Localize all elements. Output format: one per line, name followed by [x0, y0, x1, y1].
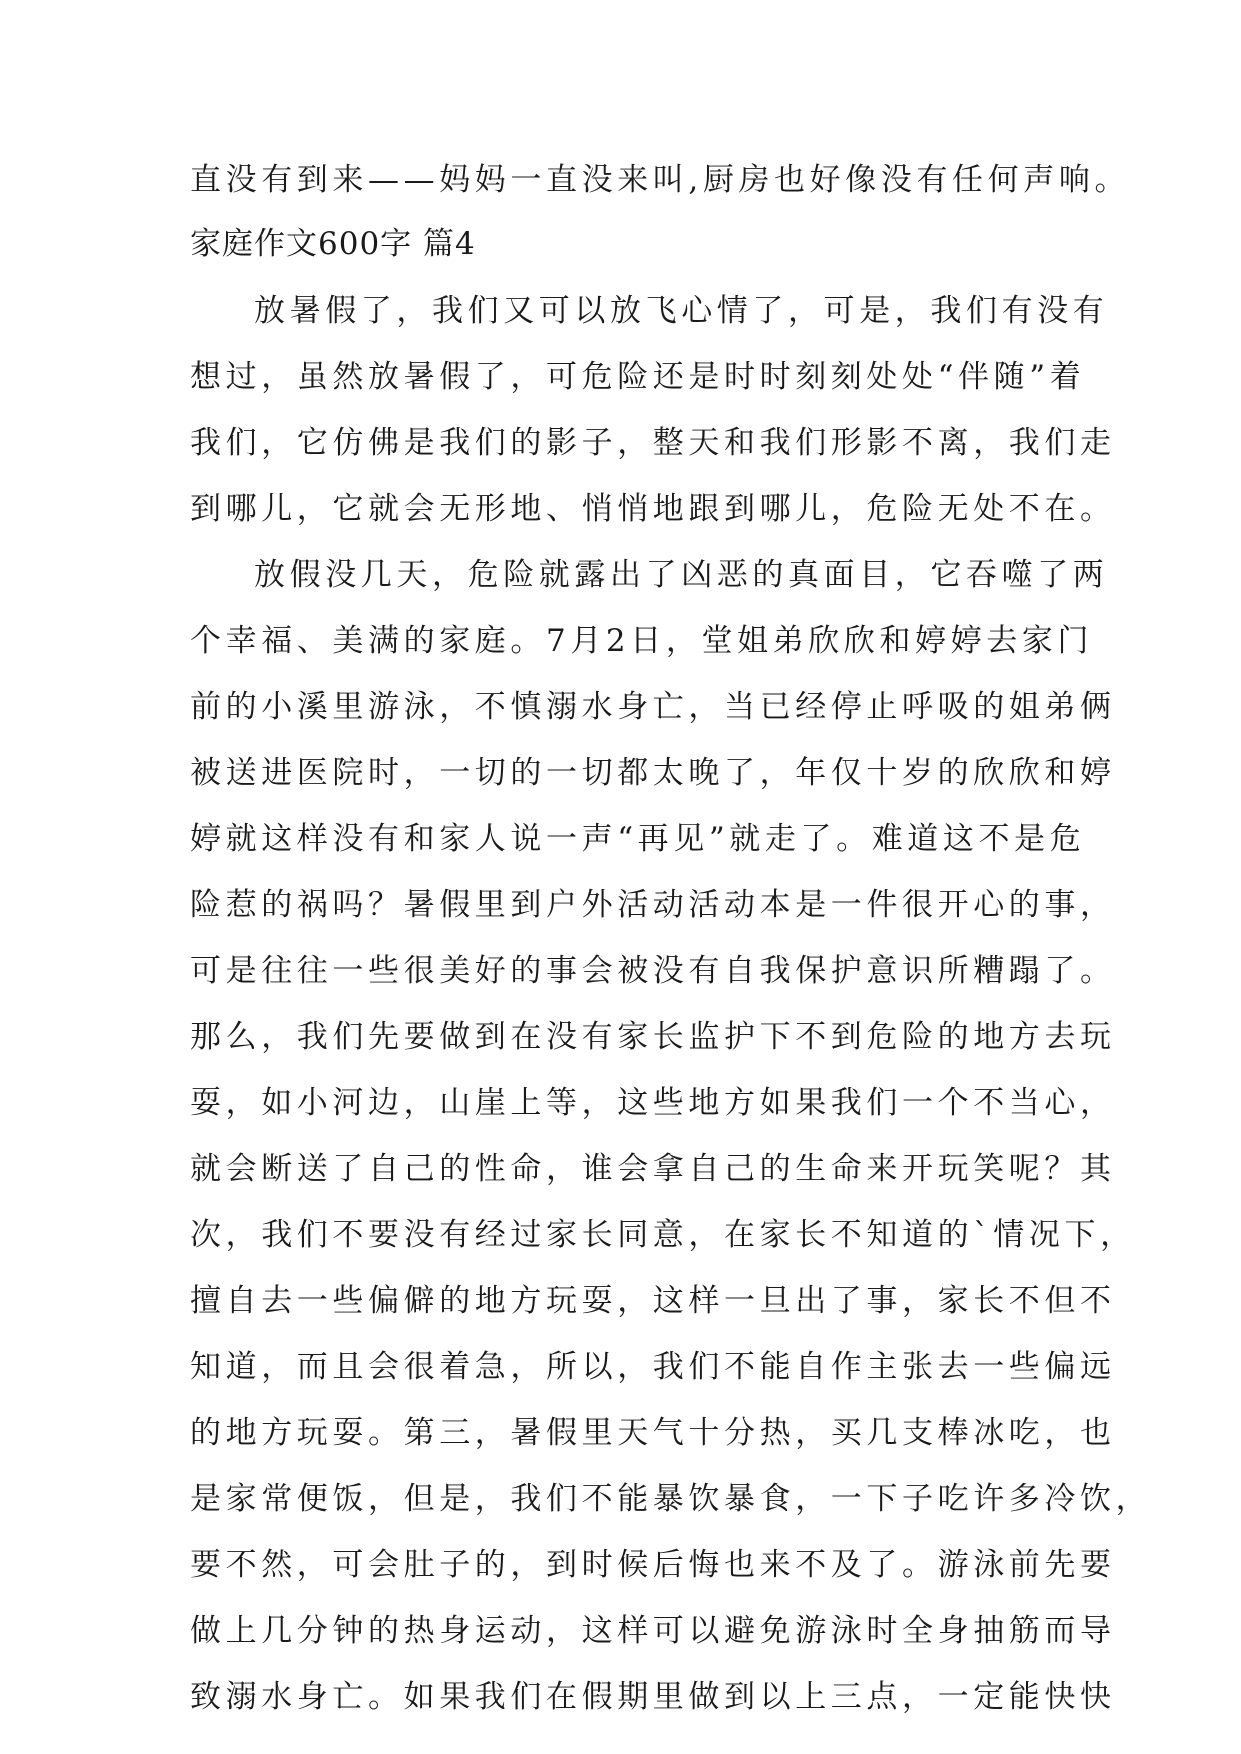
paragraph-2-line: 致溺水身亡。如果我们在假期里做到以上三点，一定能快快 [190, 1679, 1116, 1715]
paragraph-2-line: 擅自去一些偏僻的地方玩耍，这样一旦出了事，家长不但不 [190, 1283, 1116, 1319]
paragraph-1-line: 到哪儿，它就会无形地、悄悄地跟到哪儿，危险无处不在。 [190, 491, 1116, 527]
paragraph-1-line: 我们，它仿佛是我们的影子，整天和我们形影不离，我们走 [190, 425, 1116, 461]
paragraph-2-line: 是家常便饭，但是，我们不能暴饮暴食，一下子吃许多冷饮， [190, 1481, 1152, 1517]
paragraph-2-line: 那么，我们先要做到在没有家长监护下不到危险的地方去玩 [190, 1019, 1116, 1055]
paragraph-2-line: 的地方玩耍。第三，暑假里天气十分热，买几支棒冰吃，也 [190, 1415, 1116, 1451]
paragraph-2-line: 要不然，可会肚子的，到时候后悔也来不及了。游泳前先要 [190, 1547, 1116, 1583]
paragraph-2-line: 险惹的祸吗？暑假里到户外活动活动本是一件很开心的事， [190, 887, 1116, 923]
paragraph-2-line: 知道，而且会很着急，所以，我们不能自作主张去一些偏远 [190, 1349, 1116, 1385]
paragraph-2-line: 放假没几天，危险就露出了凶恶的真面目，它吞噬了两 [254, 557, 1109, 593]
paragraph-2-line: 次，我们不要没有经过家长同意，在家长不知道的`情况下， [190, 1217, 1136, 1253]
paragraph-2-line: 被送进医院时，一切的一切都太晚了，年仅十岁的欣欣和婷 [190, 755, 1116, 791]
continuation-line: 直没有到来——妈妈一直没来叫,厨房也好像没有任何声响。 [190, 162, 1131, 198]
section-heading: 家庭作文600字 篇4 [190, 226, 476, 262]
paragraph-1-line: 想过，虽然放暑假了，可危险还是时时刻刻处处“伴随”着 [190, 359, 1086, 395]
paragraph-2-line: 耍，如小河边，山崖上等，这些地方如果我们一个不当心， [190, 1085, 1116, 1121]
paragraph-2-line: 做上几分钟的热身运动，这样可以避免游泳时全身抽筋而导 [190, 1613, 1116, 1649]
paragraph-2-line: 可是往往一些很美好的事会被没有自我保护意识所糟蹋了。 [190, 953, 1116, 989]
paragraph-2-line: 前的小溪里游泳，不慎溺水身亡，当已经停止呼吸的姐弟俩 [190, 689, 1116, 725]
paragraph-1-line: 放暑假了，我们又可以放飞心情了，可是，我们有没有 [254, 293, 1109, 329]
paragraph-2-line: 个幸福、美满的家庭。7月2日，堂姐弟欣欣和婷婷去家门 [190, 623, 1094, 659]
paragraph-2-line: 婷就这样没有和家人说一声“再见”就走了。难道这不是危 [190, 821, 1086, 857]
paragraph-2-line: 就会断送了自己的性命，谁会拿自己的生命来开玩笑呢？其 [190, 1151, 1116, 1187]
